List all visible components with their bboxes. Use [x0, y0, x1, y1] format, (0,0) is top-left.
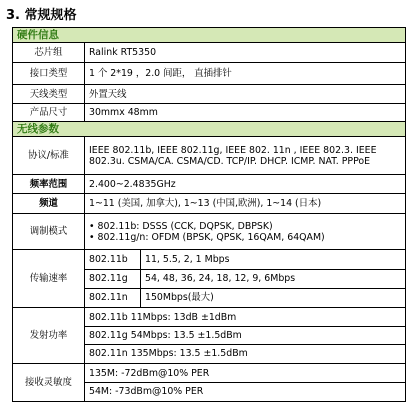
tx-power-row: [13, 308, 406, 364]
sensitivity-subrow: [85, 365, 405, 383]
rate-subrow: [85, 250, 405, 269]
antenna-row: [13, 85, 406, 104]
tx-power-subrow: [85, 327, 405, 345]
tx-power-line: 802.11b 11Mbps: 13dB ±1dBm: [85, 309, 405, 327]
sensitivity-label: 接收灵敏度: [13, 364, 85, 402]
wireless-section-title: 无线参数: [13, 122, 406, 137]
sensitivity-row: [13, 364, 406, 402]
protocol-label: 协议/标准: [13, 137, 85, 175]
protocol-line-2: 802.3u. CSMA/CA. CSMA/CD. TCP/IP. DHCP. ICMP. NAT. PPPoE: [89, 155, 371, 167]
rate-label: 传输速率: [13, 250, 85, 308]
antenna-value: 外置天线: [85, 85, 406, 104]
rate-speeds: 54, 48, 36, 24, 18, 12, 9, 6Mbps: [141, 269, 406, 288]
wireless-section-row: [13, 122, 406, 137]
modulation-label: 调制模式: [13, 214, 85, 250]
section-heading: 3. 常规规格: [6, 8, 77, 23]
modulation-line-2: • 802.11g/n: OFDM (BPSK, QPSK, 16QAM, 64QAM): [89, 231, 325, 243]
chipset-value: Ralink RT5350: [85, 43, 406, 63]
tx-power-subrow: [85, 309, 405, 327]
chipset-label: 芯片组: [13, 43, 85, 63]
sensitivity-line: 54M: -73dBm@10% PER: [89, 386, 204, 398]
tx-power-subrow: [85, 345, 405, 363]
interface-value: 1 个 2*19 ，2.0 间距， 直插排针: [85, 63, 406, 85]
tx-power-subtable: [85, 309, 405, 363]
hardware-section-row: [13, 28, 406, 43]
sensitivity-subrow: [85, 383, 405, 401]
modulation-value: [85, 214, 406, 250]
interface-row: [13, 63, 406, 85]
tx-power-label: 发射功率: [13, 308, 85, 364]
sensitivity-value: [85, 364, 406, 402]
protocol-line-1: IEEE 802.11b, IEEE 802.11g, IEEE 802. 11n , IEEE 802.3. IEEE: [89, 144, 377, 156]
rate-standard: 802.11n: [85, 288, 141, 307]
tx-power-value: [85, 308, 406, 364]
hardware-section-title: 硬件信息: [13, 28, 406, 43]
channel-row: [13, 194, 406, 214]
size-label: 产品尺寸: [13, 104, 85, 122]
interface-label: 接口类型: [13, 63, 85, 85]
protocol-value: [85, 137, 406, 175]
frequency-label: 频率范围: [13, 175, 85, 194]
frequency-value: 2.400~2.4835GHz: [85, 175, 406, 194]
rate-row: [13, 250, 406, 308]
rate-standard: 802.11g: [85, 269, 141, 288]
rate-subrow: [85, 288, 405, 307]
size-row: [13, 104, 406, 122]
antenna-label: 天线类型: [13, 85, 85, 104]
tx-power-line: 802.11g 54Mbps: 13.5 ±1.5dBm: [85, 327, 405, 345]
modulation-line-1: • 802.11b: DSSS (CCK, DQPSK, DBPSK): [89, 220, 273, 232]
frequency-row: [13, 175, 406, 194]
channel-value: 1~11 (美国, 加拿大), 1~13 (中国,欧洲), 1~14 (日本): [85, 194, 406, 214]
rate-speeds: 11, 5.5, 2, 1 Mbps: [141, 250, 406, 269]
modulation-row: [13, 214, 406, 250]
sensitivity-subtable: [85, 365, 405, 401]
protocol-row: [13, 137, 406, 175]
size-value: 30mmx 48mm: [85, 104, 406, 122]
tx-power-line: 802.11n 135Mbps: 13.5 ±1.5dBm: [89, 348, 248, 360]
channel-label: 频道: [13, 194, 85, 214]
rate-subrow: [85, 269, 405, 288]
rate-subtable: [85, 250, 405, 307]
chipset-row: [13, 43, 406, 63]
rate-standard: 802.11b: [85, 250, 141, 269]
sensitivity-line: 135M: -72dBm@10% PER: [85, 365, 405, 383]
rate-value: [85, 250, 406, 308]
spec-table: [12, 27, 406, 402]
rate-speeds: 150Mbps(最大): [145, 292, 214, 304]
